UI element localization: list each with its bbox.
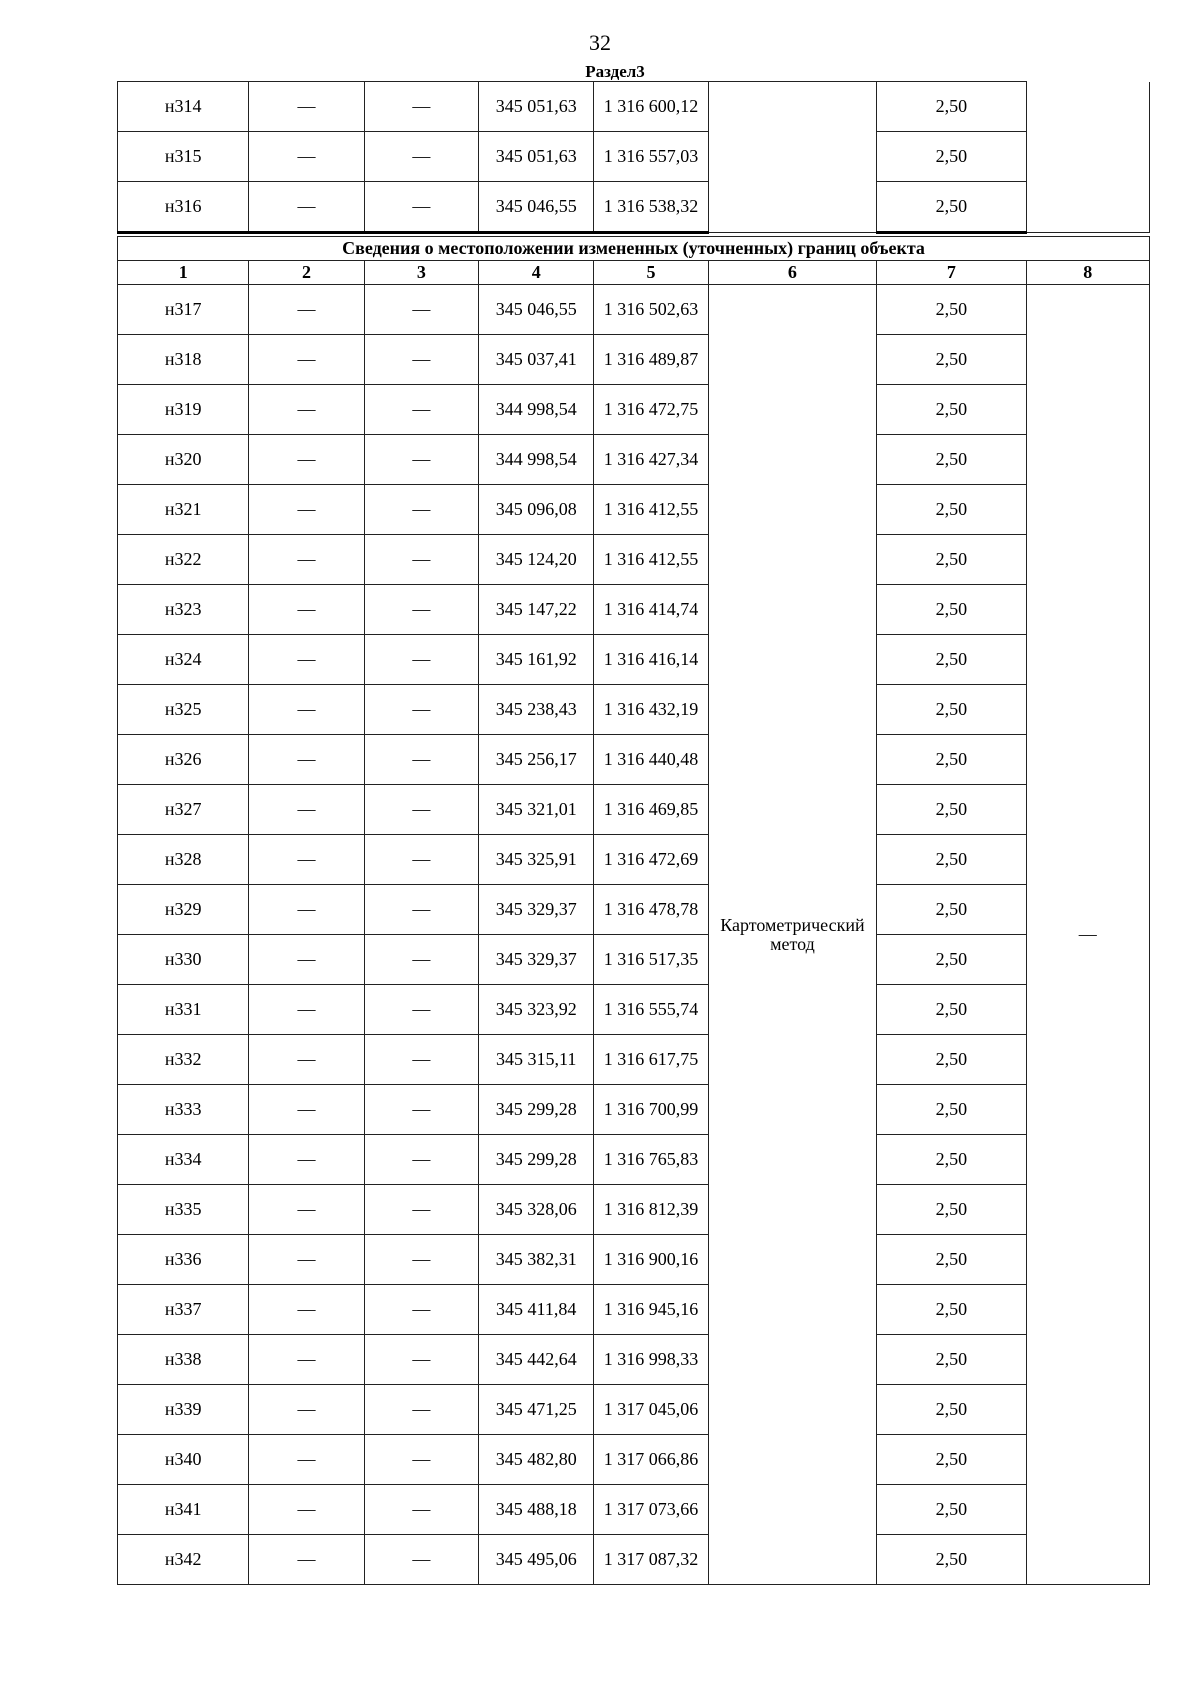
col2-cell: — [249, 585, 364, 635]
table-row [118, 1485, 1150, 1535]
y-coordinate-cell: 1 316 700,99 [594, 1085, 708, 1135]
point-name-cell: н314 [118, 82, 249, 132]
y-coordinate-cell: 1 316 517,35 [594, 935, 708, 985]
col2-cell: — [249, 285, 364, 335]
x-coordinate-cell: 344 998,54 [479, 435, 594, 485]
table-row [118, 1035, 1150, 1085]
table-row [118, 132, 1150, 182]
table-row [118, 585, 1150, 635]
col2-cell: — [249, 82, 364, 132]
y-coordinate-cell: 1 316 555,74 [594, 985, 708, 1035]
col3-cell: — [364, 735, 478, 785]
accuracy-cell: 2,50 [877, 735, 1026, 785]
accuracy-cell: 2,50 [877, 535, 1026, 585]
col3-cell: — [364, 132, 478, 182]
accuracy-cell: 2,50 [877, 1435, 1026, 1485]
col3-cell: — [364, 485, 478, 535]
point-name-cell: н319 [118, 385, 249, 435]
col3-cell: — [364, 985, 478, 1035]
accuracy-cell: 2,50 [877, 1535, 1026, 1585]
x-coordinate-cell: 345 096,08 [479, 485, 594, 535]
col3-cell: — [364, 385, 478, 435]
point-name-cell: н326 [118, 735, 249, 785]
accuracy-cell: 2,50 [877, 1085, 1026, 1135]
col3-cell: — [364, 1435, 478, 1485]
y-coordinate-cell: 1 316 427,34 [594, 435, 708, 485]
accuracy-cell: 2,50 [877, 935, 1026, 985]
table-row [118, 1185, 1150, 1235]
table-row [118, 1435, 1150, 1485]
point-name-cell: н337 [118, 1285, 249, 1335]
col2-cell: — [249, 835, 364, 885]
accuracy-cell: 2,50 [877, 785, 1026, 835]
table-row [118, 385, 1150, 435]
method-cell: Картометрический метод [708, 285, 876, 1585]
col3-cell: — [364, 585, 478, 635]
point-name-cell: н322 [118, 535, 249, 585]
y-coordinate-cell: 1 316 489,87 [594, 335, 708, 385]
y-coordinate-cell: 1 316 900,16 [594, 1235, 708, 1285]
x-coordinate-cell: 345 325,91 [479, 835, 594, 885]
col2-cell: — [249, 132, 364, 182]
header-cell: 5 [594, 261, 708, 285]
method-cell-empty [708, 82, 876, 233]
point-name-cell: н334 [118, 1135, 249, 1185]
x-coordinate-cell: 345 482,80 [479, 1435, 594, 1485]
accuracy-cell: 2,50 [877, 82, 1026, 132]
y-coordinate-cell: 1 316 557,03 [594, 132, 708, 182]
table-row [118, 985, 1150, 1035]
col2-cell: — [249, 1085, 364, 1135]
point-name-cell: н336 [118, 1235, 249, 1285]
col2-cell: — [249, 1135, 364, 1185]
x-coordinate-cell: 345 471,25 [479, 1385, 594, 1435]
y-coordinate-cell: 1 317 045,06 [594, 1385, 708, 1435]
accuracy-cell: 2,50 [877, 485, 1026, 535]
y-coordinate-cell: 1 317 073,66 [594, 1485, 708, 1535]
accuracy-cell: 2,50 [877, 132, 1026, 182]
accuracy-cell: 2,50 [877, 885, 1026, 935]
col3-cell: — [364, 785, 478, 835]
page-number: 32 [589, 30, 611, 55]
header-cell: 8 [1026, 261, 1149, 285]
col2-cell: — [249, 735, 364, 785]
header-cell: 3 [364, 261, 478, 285]
accuracy-cell: 2,50 [877, 1135, 1026, 1185]
col2-cell: — [249, 1035, 364, 1085]
col2-cell: — [249, 182, 364, 233]
x-coordinate-cell: 345 037,41 [479, 335, 594, 385]
accuracy-cell: 2,50 [877, 1385, 1026, 1435]
point-name-cell: н321 [118, 485, 249, 535]
header-cell: 2 [249, 261, 364, 285]
x-coordinate-cell: 345 442,64 [479, 1335, 594, 1385]
col3-cell: — [364, 635, 478, 685]
accuracy-cell: 2,50 [877, 182, 1026, 233]
col2-cell: — [249, 1485, 364, 1535]
y-coordinate-cell: 1 316 414,74 [594, 585, 708, 635]
accuracy-cell: 2,50 [877, 1185, 1026, 1235]
col2-cell: — [249, 335, 364, 385]
table-row [118, 335, 1150, 385]
table-row [118, 1535, 1150, 1585]
table-row [118, 935, 1150, 985]
col3-cell: — [364, 1135, 478, 1185]
point-name-cell: н316 [118, 182, 249, 233]
col8-cell: — [1026, 285, 1149, 1585]
point-name-cell: н324 [118, 635, 249, 685]
x-coordinate-cell: 345 046,55 [479, 182, 594, 233]
table-caption: Сведения о местоположении измененных (уточненных) границ объекта [118, 237, 1150, 261]
col2-cell: — [249, 935, 364, 985]
x-coordinate-cell: 345 299,28 [479, 1135, 594, 1185]
y-coordinate-cell: 1 316 472,75 [594, 385, 708, 435]
col3-cell: — [364, 1285, 478, 1335]
x-coordinate-cell: 345 315,11 [479, 1035, 594, 1085]
y-coordinate-cell: 1 316 412,55 [594, 535, 708, 585]
y-coordinate-cell: 1 317 087,32 [594, 1535, 708, 1585]
x-coordinate-cell: 345 321,01 [479, 785, 594, 835]
col3-cell: — [364, 1185, 478, 1235]
col2-cell: — [249, 435, 364, 485]
col2-cell: — [249, 1285, 364, 1335]
x-coordinate-cell: 345 161,92 [479, 635, 594, 685]
table-row [118, 885, 1150, 935]
col3-cell: — [364, 1085, 478, 1135]
accuracy-cell: 2,50 [877, 285, 1026, 335]
accuracy-cell: 2,50 [877, 635, 1026, 685]
point-name-cell: н320 [118, 435, 249, 485]
accuracy-cell: 2,50 [877, 1235, 1026, 1285]
x-coordinate-cell: 345 488,18 [479, 1485, 594, 1535]
table-row [118, 182, 1150, 233]
col3-cell: — [364, 1335, 478, 1385]
col3-cell: — [364, 435, 478, 485]
accuracy-cell: 2,50 [877, 985, 1026, 1035]
point-name-cell: н339 [118, 1385, 249, 1435]
point-name-cell: н327 [118, 785, 249, 835]
point-name-cell: н329 [118, 885, 249, 935]
col3-cell: — [364, 685, 478, 735]
y-coordinate-cell: 1 316 945,16 [594, 1285, 708, 1335]
y-coordinate-cell: 1 316 440,48 [594, 735, 708, 785]
point-name-cell: н330 [118, 935, 249, 985]
y-coordinate-cell: 1 316 617,75 [594, 1035, 708, 1085]
table-row [118, 1235, 1150, 1285]
y-coordinate-cell: 1 316 538,32 [594, 182, 708, 233]
point-name-cell: н328 [118, 835, 249, 885]
table-row [118, 685, 1150, 735]
y-coordinate-cell: 1 316 600,12 [594, 82, 708, 132]
y-coordinate-cell: 1 316 812,39 [594, 1185, 708, 1235]
col2-cell: — [249, 385, 364, 435]
col3-cell: — [364, 1485, 478, 1535]
table-row [118, 835, 1150, 885]
table-row [118, 1335, 1150, 1385]
table-row [118, 1135, 1150, 1185]
x-coordinate-cell: 345 051,63 [479, 132, 594, 182]
col2-cell: — [249, 1185, 364, 1235]
col2-cell: — [249, 1385, 364, 1435]
col2-cell: — [249, 485, 364, 535]
col2-cell: — [249, 985, 364, 1035]
table-row [118, 82, 1150, 132]
col3-cell: — [364, 935, 478, 985]
table-row [118, 735, 1150, 785]
table-row [118, 1385, 1150, 1435]
x-coordinate-cell: 345 124,20 [479, 535, 594, 585]
accuracy-cell: 2,50 [877, 385, 1026, 435]
x-coordinate-cell: 344 998,54 [479, 385, 594, 435]
y-coordinate-cell: 1 316 432,19 [594, 685, 708, 735]
point-name-cell: н342 [118, 1535, 249, 1585]
point-name-cell: н331 [118, 985, 249, 1035]
table-row [118, 1285, 1150, 1335]
x-coordinate-cell: 345 495,06 [479, 1535, 594, 1585]
col3-cell: — [364, 535, 478, 585]
point-name-cell: н338 [118, 1335, 249, 1385]
col3-cell: — [364, 1385, 478, 1435]
header-row [118, 261, 1150, 285]
point-name-cell: н317 [118, 285, 249, 335]
col2-cell: — [249, 535, 364, 585]
col3-cell: — [364, 835, 478, 885]
accuracy-cell: 2,50 [877, 1035, 1026, 1085]
col2-cell: — [249, 885, 364, 935]
header-cell: 4 [479, 261, 594, 285]
y-coordinate-cell: 1 316 416,14 [594, 635, 708, 685]
point-name-cell: н335 [118, 1185, 249, 1235]
accuracy-cell: 2,50 [877, 435, 1026, 485]
col2-cell: — [249, 1435, 364, 1485]
table-row [118, 535, 1150, 585]
x-coordinate-cell: 345 051,63 [479, 82, 594, 132]
point-name-cell: н318 [118, 335, 249, 385]
point-name-cell: н333 [118, 1085, 249, 1135]
col3-cell: — [364, 285, 478, 335]
table-row [118, 285, 1150, 335]
accuracy-cell: 2,50 [877, 335, 1026, 385]
col3-cell: — [364, 82, 478, 132]
y-coordinate-cell: 1 316 765,83 [594, 1135, 708, 1185]
table-row [118, 635, 1150, 685]
y-coordinate-cell: 1 316 502,63 [594, 285, 708, 335]
point-name-cell: н325 [118, 685, 249, 735]
col2-cell: — [249, 1335, 364, 1385]
y-coordinate-cell: 1 316 469,85 [594, 785, 708, 835]
x-coordinate-cell: 345 256,17 [479, 735, 594, 785]
x-coordinate-cell: 345 147,22 [479, 585, 594, 635]
y-coordinate-cell: 1 316 998,33 [594, 1335, 708, 1385]
y-coordinate-cell: 1 316 472,69 [594, 835, 708, 885]
accuracy-cell: 2,50 [877, 585, 1026, 635]
col3-cell: — [364, 1235, 478, 1285]
x-coordinate-cell: 345 328,06 [479, 1185, 594, 1235]
col2-cell: — [249, 1535, 364, 1585]
x-coordinate-cell: 345 238,43 [479, 685, 594, 735]
col3-cell: — [364, 1535, 478, 1585]
accuracy-cell: 2,50 [877, 685, 1026, 735]
x-coordinate-cell: 345 299,28 [479, 1085, 594, 1135]
table-row [118, 485, 1150, 535]
col2-cell: — [249, 785, 364, 835]
point-name-cell: н340 [118, 1435, 249, 1485]
col3-cell: — [364, 335, 478, 385]
x-coordinate-cell: 345 329,37 [479, 885, 594, 935]
table-row [118, 435, 1150, 485]
changed-boundaries-table [117, 236, 1150, 1585]
col3-cell: — [364, 182, 478, 233]
point-name-cell: н315 [118, 132, 249, 182]
accuracy-cell: 2,50 [877, 1285, 1026, 1335]
y-coordinate-cell: 1 316 478,78 [594, 885, 708, 935]
point-name-cell: н323 [118, 585, 249, 635]
header-cell: 1 [118, 261, 249, 285]
point-name-cell: н332 [118, 1035, 249, 1085]
accuracy-cell: 2,50 [877, 1485, 1026, 1535]
y-coordinate-cell: 1 316 412,55 [594, 485, 708, 535]
header-cell: 7 [877, 261, 1026, 285]
col8-cell-empty [1026, 82, 1149, 233]
x-coordinate-cell: 345 382,31 [479, 1235, 594, 1285]
accuracy-cell: 2,50 [877, 1335, 1026, 1385]
x-coordinate-cell: 345 411,84 [479, 1285, 594, 1335]
point-name-cell: н341 [118, 1485, 249, 1535]
col3-cell: — [364, 1035, 478, 1085]
col3-cell: — [364, 885, 478, 935]
x-coordinate-cell: 345 323,92 [479, 985, 594, 1035]
header-cell: 6 [708, 261, 876, 285]
table-row [118, 1085, 1150, 1135]
col2-cell: — [249, 1235, 364, 1285]
x-coordinate-cell: 345 046,55 [479, 285, 594, 335]
col2-cell: — [249, 685, 364, 735]
x-coordinate-cell: 345 329,37 [479, 935, 594, 985]
table-row [118, 785, 1150, 835]
col2-cell: — [249, 635, 364, 685]
y-coordinate-cell: 1 317 066,86 [594, 1435, 708, 1485]
continued-coordinates-table [117, 81, 1150, 234]
accuracy-cell: 2,50 [877, 835, 1026, 885]
section-label: Раздел3 [585, 62, 645, 81]
